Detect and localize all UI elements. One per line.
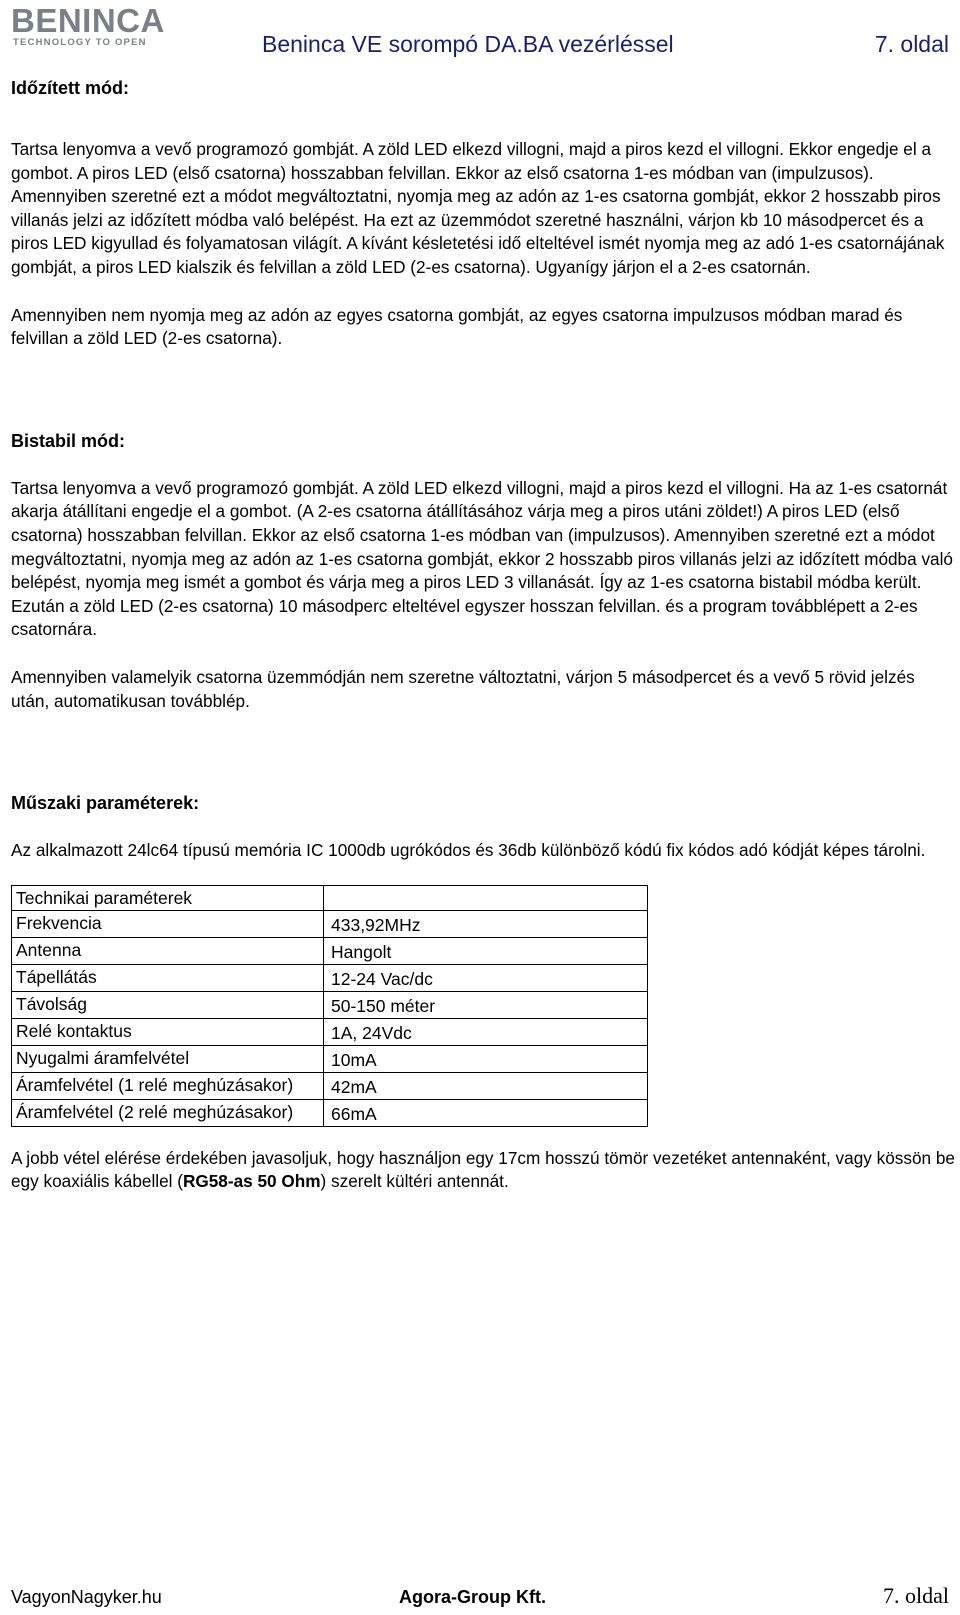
table-value-cell: 10mA (324, 1045, 648, 1072)
spec-table (11, 885, 648, 1127)
logo-wordmark: BENINCA (11, 2, 165, 39)
table-label-cell: Áramfelvétel (2 relé meghúzásakor) (12, 1099, 324, 1126)
table-value-cell: 42mA (324, 1072, 648, 1099)
table-row (12, 991, 648, 1018)
timed-paragraph-1: Tartsa lenyomva a vevő programozó gombját. A zöld LED elkezd villogni, majd a piros kezd el villogni. Ekkor engedje el a gombot. A piros LED (első csatorna) hosszabban felvillan. Ekkor az első csatorna 1-es módban van (impulzusos). Amennyiben szeretné ezt a módot megváltoztatni, nyomja meg az adón az 1-es csatorna gombját, ekkor 2 hosszabb piros villanás jelzi az időzített módba való belépést. Ha ezt az üzemmódot szeretné használni, várjon kb 10 másodpercet és a piros LED kigyullad és folyamatosan világít. A kívánt késletetési idő elteltével ismét nyomja meg az adó 1-es csatornájának gombját, a piros LED kialszik és felvillan a zöld LED (2-es csatorna). Ugyanígy járjon el a 2-es csatornán. (11, 139, 945, 277)
antenna-text-pre: A jobb vétel elérése érdekében javasoljuk, hogy használjon egy 17cm hosszú tömör vezetéket antennaként, vagy kössön be egy koaxiális kábellel ( (11, 1147, 955, 1192)
table-header-empty-cell (324, 885, 648, 910)
page-content (11, 76, 956, 1194)
table-row (12, 885, 648, 910)
antenna-paragraph (11, 1147, 956, 1194)
page-footer (0, 1583, 960, 1613)
antenna-text-post: ) szerelt kültéri antennát. (320, 1171, 509, 1192)
table-row (12, 1045, 648, 1072)
table-row (12, 937, 648, 964)
table-row (12, 910, 648, 937)
beninca-logo (11, 4, 171, 50)
antenna-cable-spec: RG58-as 50 Ohm (182, 1171, 321, 1192)
footer-page-number: 7. oldal (883, 1583, 949, 1608)
table-value-cell: 50-150 méter (324, 991, 648, 1018)
table-label-cell: Relé kontaktus (12, 1018, 324, 1045)
table-row (12, 1099, 648, 1126)
table-row (12, 1072, 648, 1099)
table-label-cell: Tápellátás (12, 964, 324, 991)
header-title: Beninca VE sorompó DA.BA vezérléssel (262, 31, 674, 57)
table-header-cell: Technikai paraméterek (12, 885, 324, 910)
table-value-cell: 66mA (324, 1099, 648, 1126)
section-heading-bistable: Bistabil mód: (11, 430, 126, 451)
bistable-paragraph-2: Amennyiben valamelyik csatorna üzemmódján nem szeretne változtatni, várjon 5 másodpercet és a vevő 5 rövid jelzés után, automatikusan továbblép. (11, 666, 915, 711)
page-header (0, 0, 960, 62)
table-value-cell: 433,92MHz (324, 910, 648, 937)
table-label-cell: Antenna (12, 937, 324, 964)
timed-paragraph-2: Amennyiben nem nyomja meg az adón az egyes csatorna gombját, az egyes csatorna impulzusos módban marad és felvillan a zöld LED (2-es csatorna). (11, 304, 903, 349)
table-label-cell: Áramfelvétel (1 relé meghúzásakor) (12, 1072, 324, 1099)
table-value-cell: 1A, 24Vdc (324, 1018, 648, 1045)
table-row (12, 1018, 648, 1045)
footer-company: Agora-Group Kft. (399, 1587, 546, 1607)
table-label-cell: Frekvencia (12, 910, 324, 937)
footer-website: VagyonNagyker.hu (11, 1587, 162, 1607)
table-value-cell: Hangolt (324, 937, 648, 964)
table-row (12, 964, 648, 991)
section-heading-timed: Időzített mód: (11, 78, 129, 98)
bistable-paragraph-1: Tartsa lenyomva a vevő programozó gombját. A zöld LED elkezd villogni, majd a piros kezd el villogni. Ha az 1-es csatornát akarja átállítani engedje el a gombot. (A 2-es csatorna átállításához várja meg a piros utáni zöldet!) A piros LED (első csatorna) hosszabban felvillan. Ekkor az első csatorna 1-es módban van (impulzusos). Amennyiben szeretné ezt a módot megváltoztatni, nyomja meg az adón az 1-es csatorna gombját, ekkor 2 hosszabb piros villanás jelzi az időzített módba való belépést, nyomja meg ismét a gombot és várja meg a piros LED 3 villanását. Így az 1-es csatorna bistabil módba került. Ezután a zöld LED (2-es csatorna) 10 másodperc elteltével egyszer hosszan felvillan. és a program továbblépett a 2-es csatornára. (11, 477, 953, 640)
section-heading-tech: Műszaki paraméterek: (11, 793, 200, 814)
table-value-cell: 12-24 Vac/dc (324, 964, 648, 991)
table-label-cell: Nyugalmi áramfelvétel (12, 1045, 324, 1072)
table-label-cell: Távolság (12, 991, 324, 1018)
logo-tagline: TECHNOLOGY TO OPEN (13, 37, 147, 48)
tech-paragraph: Az alkalmazott 24lc64 típusú memória IC 1000db ugrókódos és 36db különböző kódú fix kódos adó kódját képes tárolni. (11, 840, 926, 861)
header-page-number: 7. oldal (874, 31, 949, 57)
